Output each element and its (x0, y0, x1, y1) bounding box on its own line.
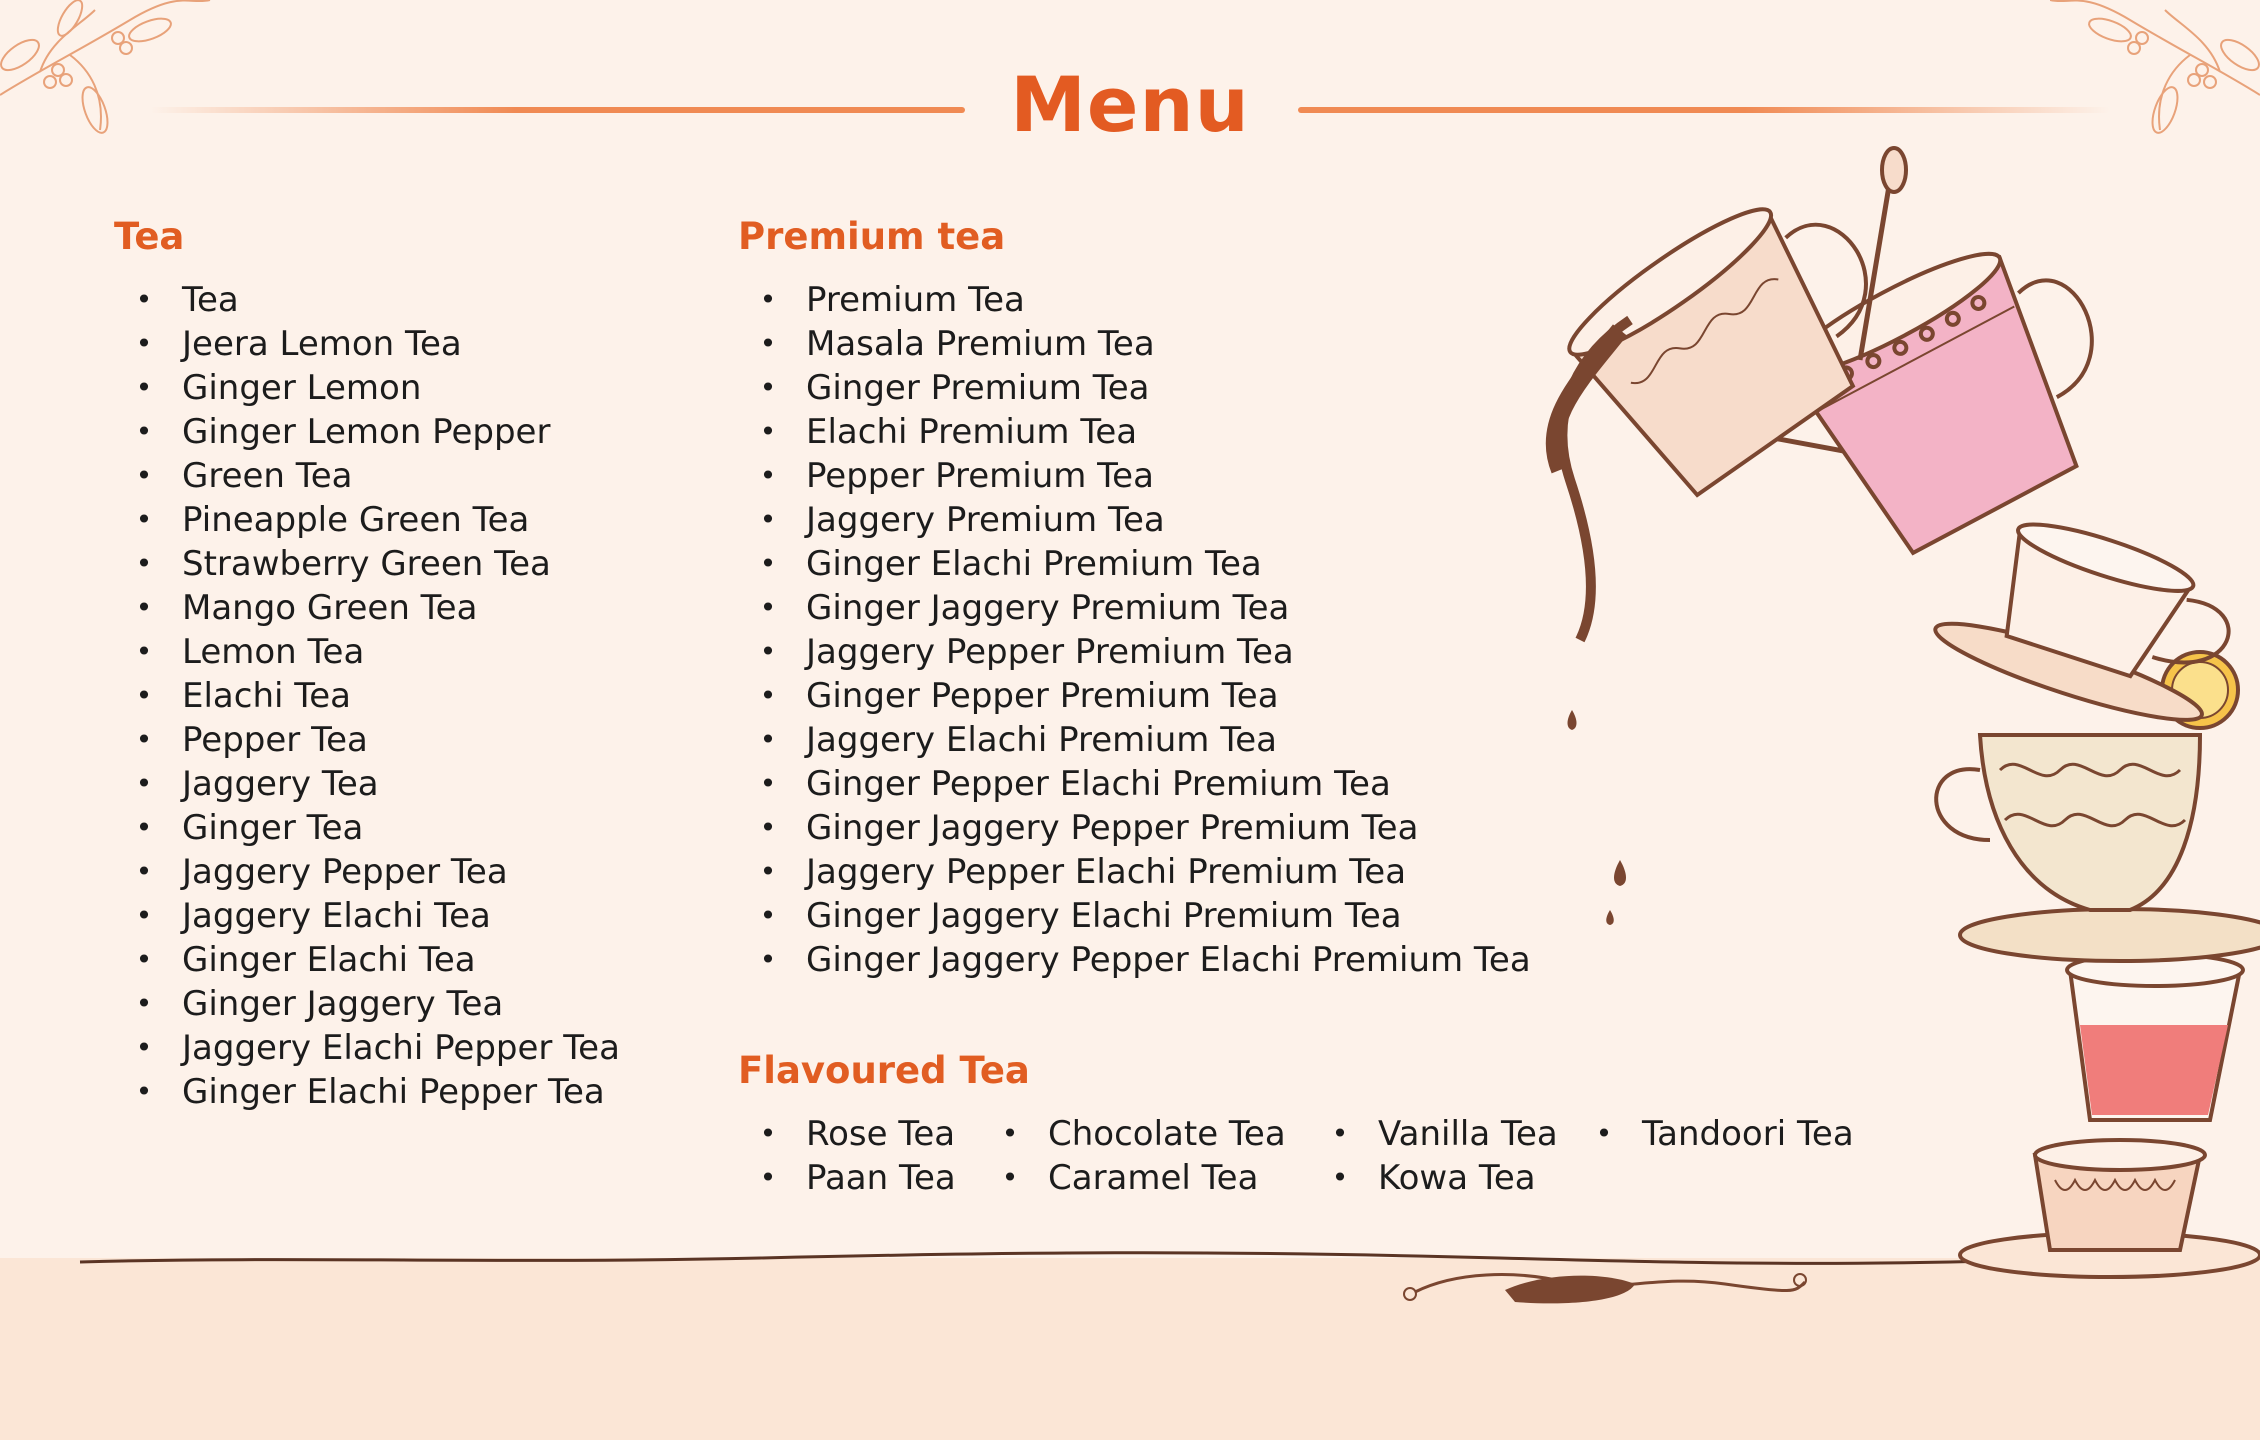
premium-tea-item (756, 278, 1531, 322)
stacked-teacups-illustration (1480, 120, 2260, 1320)
premium-tea-item (756, 762, 1531, 806)
tea-item-label: Jaggery Pepper Tea (182, 852, 508, 892)
flavoured-tea-item (998, 1156, 1286, 1200)
tea-item-label: Mango Green Tea (182, 588, 478, 628)
tea-item (132, 498, 620, 542)
tea-item (132, 586, 620, 630)
bullet-icon: • (759, 855, 777, 888)
bullet-icon: • (1001, 1161, 1019, 1194)
tea-item (132, 454, 620, 498)
bullet-icon: • (135, 459, 153, 492)
tea-item-label: Ginger Lemon Pepper (182, 412, 551, 452)
bullet-icon: • (1331, 1161, 1349, 1194)
premium-tea-item (756, 894, 1531, 938)
bullet-icon: • (135, 283, 153, 316)
premium-tea-item (756, 322, 1531, 366)
premium-tea-list (756, 278, 1531, 982)
bullet-icon: • (135, 899, 153, 932)
premium-tea-item (756, 850, 1531, 894)
tea-item-label: Pepper Tea (182, 720, 368, 760)
tea-item-label: Ginger Elachi Tea (182, 940, 476, 980)
tea-item (132, 894, 620, 938)
premium-tea-item (756, 366, 1531, 410)
bullet-icon: • (759, 591, 777, 624)
tea-item (132, 982, 620, 1026)
bullet-icon: • (759, 723, 777, 756)
bullet-icon: • (759, 459, 777, 492)
premium-tea-item-label: Ginger Jaggery Premium Tea (806, 588, 1290, 628)
premium-tea-item (756, 718, 1531, 762)
title-rule-right (1298, 107, 2110, 113)
tea-item (132, 850, 620, 894)
flavoured-tea-item-label: Caramel Tea (1048, 1158, 1259, 1198)
bullet-icon: • (135, 723, 153, 756)
premium-tea-item (756, 938, 1531, 982)
tea-item (132, 630, 620, 674)
premium-tea-item-label: Jaggery Elachi Premium Tea (806, 720, 1277, 760)
bullet-icon: • (135, 327, 153, 360)
tea-item-label: Lemon Tea (182, 632, 365, 672)
premium-tea-item-label: Jaggery Pepper Premium Tea (806, 632, 1294, 672)
tea-item-label: Green Tea (182, 456, 353, 496)
tea-item (132, 806, 620, 850)
tea-item-label: Tea (182, 280, 239, 320)
bullet-icon: • (759, 371, 777, 404)
tea-list (132, 278, 620, 1114)
tea-item (132, 1070, 620, 1114)
tea-item (132, 718, 620, 762)
flavoured-tea-item (756, 1112, 956, 1156)
premium-tea-item-label: Jaggery Premium Tea (806, 500, 1165, 540)
bullet-icon: • (135, 987, 153, 1020)
premium-tea-item (756, 674, 1531, 718)
tea-item (132, 366, 620, 410)
bullet-icon: • (1595, 1117, 1613, 1150)
flavoured-tea-list-col-2 (998, 1112, 1286, 1200)
bullet-icon: • (135, 855, 153, 888)
flavoured-tea-item-label: Rose Tea (806, 1114, 956, 1154)
bullet-icon: • (759, 503, 777, 536)
tea-item-label: Ginger Jaggery Tea (182, 984, 504, 1024)
premium-tea-item (756, 630, 1531, 674)
tea-item-label: Jeera Lemon Tea (182, 324, 462, 364)
bullet-icon: • (759, 767, 777, 800)
premium-tea-item (756, 498, 1531, 542)
bullet-icon: • (135, 547, 153, 580)
bullet-icon: • (135, 1031, 153, 1064)
bullet-icon: • (135, 371, 153, 404)
flavoured-tea-item-label: Vanilla Tea (1378, 1114, 1558, 1154)
tea-item-label: Ginger Tea (182, 808, 364, 848)
tea-item (132, 762, 620, 806)
premium-tea-item-label: Jaggery Pepper Elachi Premium Tea (806, 852, 1407, 892)
tea-item-label: Strawberry Green Tea (182, 544, 551, 584)
bullet-icon: • (759, 1161, 777, 1194)
bullet-icon: • (135, 591, 153, 624)
premium-tea-item-label: Masala Premium Tea (806, 324, 1155, 364)
premium-tea-item-label: Ginger Pepper Elachi Premium Tea (806, 764, 1391, 804)
tea-item-label: Ginger Lemon (182, 368, 422, 408)
tea-item (132, 938, 620, 982)
flavoured-tea-list-col-1 (756, 1112, 956, 1200)
bullet-icon: • (759, 635, 777, 668)
bullet-icon: • (759, 547, 777, 580)
bullet-icon: • (135, 767, 153, 800)
tea-item (132, 674, 620, 718)
section-heading-flavoured: Flavoured Tea (738, 1049, 1030, 1092)
premium-tea-item (756, 542, 1531, 586)
section-heading-premium: Premium tea (738, 215, 1006, 258)
bullet-icon: • (759, 943, 777, 976)
tea-item (132, 542, 620, 586)
bullet-icon: • (759, 1117, 777, 1150)
bullet-icon: • (135, 1075, 153, 1108)
bullet-icon: • (1001, 1117, 1019, 1150)
bullet-icon: • (759, 415, 777, 448)
flavoured-tea-item-label: Paan Tea (806, 1158, 956, 1198)
bullet-icon: • (135, 503, 153, 536)
bullet-icon: • (759, 679, 777, 712)
flavoured-tea-item-label: Kowa Tea (1378, 1158, 1536, 1198)
bullet-icon: • (759, 811, 777, 844)
page-title: Menu (1010, 60, 1250, 149)
premium-tea-item-label: Elachi Premium Tea (806, 412, 1138, 452)
premium-tea-item-label: Ginger Jaggery Pepper Premium Tea (806, 808, 1419, 848)
premium-tea-item-label: Ginger Jaggery Elachi Premium Tea (806, 896, 1402, 936)
premium-tea-item-label: Premium Tea (806, 280, 1025, 320)
premium-tea-item-label: Ginger Elachi Premium Tea (806, 544, 1262, 584)
tea-item (132, 410, 620, 454)
bullet-icon: • (1331, 1117, 1349, 1150)
tea-item (132, 278, 620, 322)
tea-item-label: Jaggery Tea (182, 764, 379, 804)
tea-item-label: Elachi Tea (182, 676, 352, 716)
premium-tea-item-label: Ginger Jaggery Pepper Elachi Premium Tea (806, 940, 1531, 980)
premium-tea-item (756, 410, 1531, 454)
tea-item-label: Pineapple Green Tea (182, 500, 530, 540)
tea-item-label: Jaggery Elachi Pepper Tea (182, 1028, 620, 1068)
section-heading-tea: Tea (114, 215, 185, 258)
bullet-icon: • (135, 943, 153, 976)
premium-tea-item (756, 586, 1531, 630)
bullet-icon: • (135, 415, 153, 448)
bullet-icon: • (135, 811, 153, 844)
bullet-icon: • (135, 679, 153, 712)
premium-tea-item-label: Pepper Premium Tea (806, 456, 1154, 496)
bullet-icon: • (135, 635, 153, 668)
premium-tea-item (756, 806, 1531, 850)
bullet-icon: • (759, 899, 777, 932)
bullet-icon: • (759, 283, 777, 316)
premium-tea-item-label: Ginger Pepper Premium Tea (806, 676, 1279, 716)
premium-tea-item-label: Ginger Premium Tea (806, 368, 1150, 408)
premium-tea-item (756, 454, 1531, 498)
flavoured-tea-item-label: Chocolate Tea (1048, 1114, 1286, 1154)
tea-item (132, 322, 620, 366)
tea-item (132, 1026, 620, 1070)
flavoured-tea-item (756, 1156, 956, 1200)
flavoured-tea-item-label: Tandoori Tea (1642, 1114, 1854, 1154)
tea-item-label: Jaggery Elachi Tea (182, 896, 491, 936)
flavoured-tea-item (998, 1112, 1286, 1156)
bullet-icon: • (759, 327, 777, 360)
tea-item-label: Ginger Elachi Pepper Tea (182, 1072, 605, 1112)
